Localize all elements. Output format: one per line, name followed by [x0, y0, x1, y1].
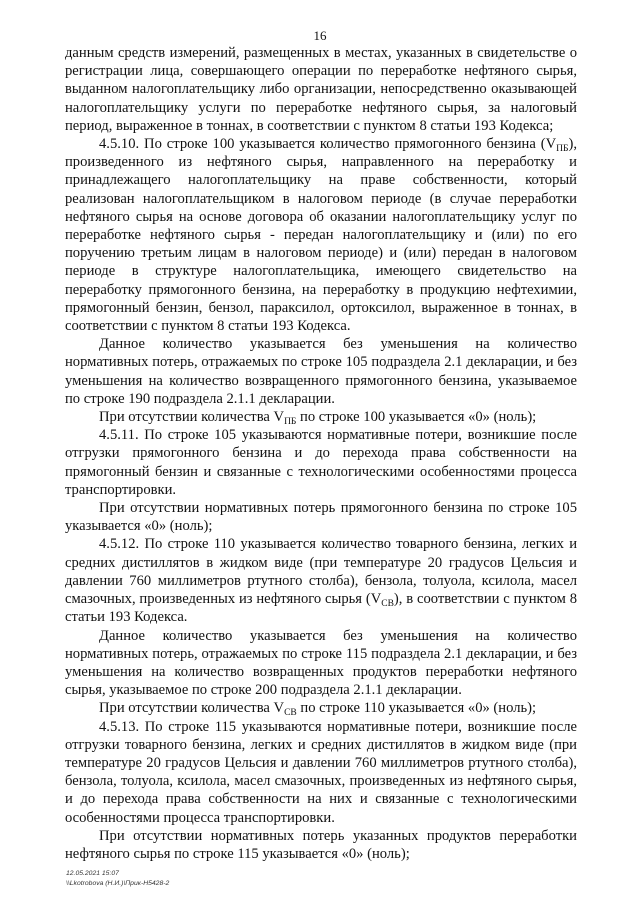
- paragraph-text: ), в соответствии с пунктом 8 статьи 193 Кодекса.: [65, 591, 577, 626]
- paragraph-text: 4.5.11. По строке 105 указываются нормативные потери, возникшие после отгрузки прямогонного бензина и до перехода права собственности на прямогонный бензин и связанные с технологическими особенностями процесса транспортировки.: [65, 427, 577, 498]
- paragraph-text: При отсутствии количества V: [99, 700, 285, 717]
- paragraph-text: Данное количество указывается без уменьшения на количество нормативных потерь, отражаемых по строке 105 подраздела 2.1 декларации, и без уменьшения на количество возвращенного прямогонного бензина, указываемое по строке 190 подраздела 2.1.1 декларации.: [65, 336, 577, 407]
- paragraph-text: 4.5.10. По строке 100 указывается количество прямогонного бензина (V: [99, 136, 557, 153]
- paragraph-p3: [65, 408, 577, 426]
- paragraph-text: 4.5.13. По строке 115 указываются нормативные потери, возникшие после отгрузки товарного бензина, легких и средних дистиллятов в жидком виде (при температуре 20 градусов Цельсия и давлении 760 миллиметров ртутного столба), бензола, толуола, ксилола, масел смазочных, произведенных из нефтяного сырья, и до перехода права собственности на них и связанные с технологическими особенностями процесса транспортировки.: [65, 718, 577, 826]
- subscript-text: ПБ: [556, 144, 569, 155]
- paragraph-text: по строке 100 указывается «0» (ноль);: [296, 409, 537, 426]
- paragraph-p5: [65, 499, 577, 535]
- paragraph-p6: [65, 535, 577, 626]
- paragraph-text: При отсутствии нормативных потерь прямогонного бензина по строке 105 указывается «0» (ноль);: [65, 500, 577, 535]
- subscript-text: СВ: [284, 708, 297, 719]
- paragraph-p2: [65, 335, 577, 408]
- footer-timestamp: 12.05.2021 15:07: [66, 870, 119, 877]
- page-footer: [66, 869, 169, 889]
- paragraph-p1: [65, 135, 577, 335]
- paragraph-p10: [65, 827, 577, 863]
- paragraph-p0: [65, 44, 577, 135]
- paragraph-text: При отсутствии количества V: [99, 409, 285, 426]
- page-number: 16: [313, 28, 327, 43]
- footer-file-path: \\Lkotrobova (Н.И.)\Прик-Н5428-2: [66, 880, 170, 887]
- document-body: [65, 44, 577, 863]
- paragraph-text: 4.5.12. По строке 110 указывается количество товарного бензина, легких и средних дистиллятов в жидком виде (при температуре 20 градусов Цельсия и давлении 760 миллиметров ртутного столба), бензола, толуола, ксилола, масел смазочных, произведенных из нефтяного сырья (V: [65, 536, 577, 608]
- subscript-text: ПБ: [284, 417, 297, 428]
- paragraph-p9: [65, 718, 577, 827]
- paragraph-text: При отсутствии нормативных потерь указанных продуктов переработки нефтяного сырья по строке 115 указывается «0» (ноль);: [65, 827, 577, 862]
- paragraph-text: данным средств измерений, размещенных в местах, указанных в свидетельстве о регистрации лица, совершающего операции по переработке нефтяного сырья, выданном налогоплательщику либо организации, непосредственно оказывающей налогоплательщику услуги по переработке нефтяного сырья, за налоговый период, выраженное в тоннах, в соответствии с пунктом 8 статьи 193 Кодекса;: [65, 45, 577, 134]
- paragraph-text: Данное количество указывается без уменьшения на количество нормативных потерь, отражаемых по строке 115 подраздела 2.1 декларации, и без уменьшения на количество возвращенных продуктов переработки нефтяного сырья, указываемое по строке 200 подраздела 2.1.1 декларации.: [65, 627, 577, 699]
- paragraph-text: ), произведенного из нефтяного сырья, направленного на переработку и принадлежащего налогоплательщику на праве собственности, который реализован налогоплательщиком в налоговом периоде (в случае переработки нефтяного сырья на основе договора об оказании налогоплательщику услуг по переработке нефтяного сырья - передан налогоплательщику и (или) по его поручению третьим лицам в налоговом периоде) и (или) передан в налоговом периоде в структуре налогоплательщика, имеющего свидетельство на переработку прямогонного бензина, на переработку в продукцию нефтехимии, прямогонный бензин, бензол, параксилол, ортоксилол, выраженное в тоннах, в соответствии с пунктом 8 статьи 193 Кодекса.: [65, 136, 577, 335]
- paragraph-p8: [65, 699, 577, 717]
- paragraph-p7: [65, 627, 577, 700]
- paragraph-text: по строке 110 указывается «0» (ноль);: [296, 700, 537, 717]
- subscript-text: СВ: [381, 599, 394, 610]
- paragraph-p4: [65, 426, 577, 499]
